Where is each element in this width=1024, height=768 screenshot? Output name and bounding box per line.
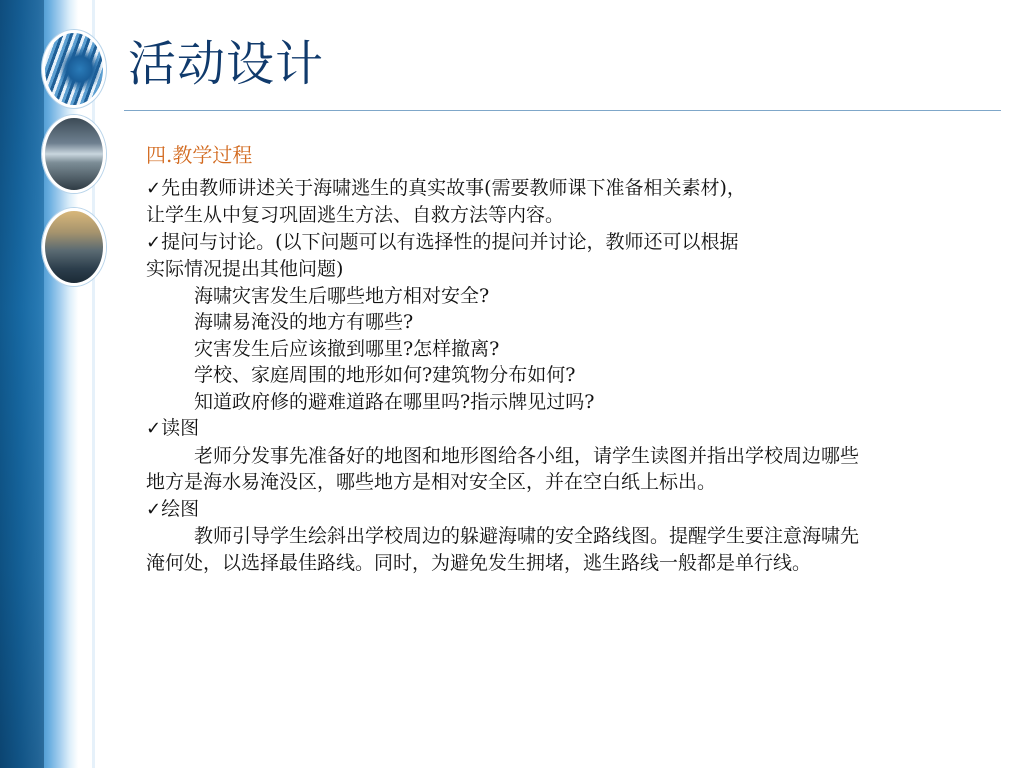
bullet-text: 提问与讨论。(以下问题可以有选择性的提问并讨论，教师还可以根据	[161, 230, 739, 253]
check-icon: ✓	[146, 418, 162, 439]
bullet-line	[146, 415, 866, 443]
bullet-text: 先由教师讲述关于海啸逃生的真实故事(需要教师课下准备相关素材)，	[161, 176, 746, 199]
side-decoration-bar	[0, 0, 112, 768]
bullet-item-read-map	[146, 415, 866, 496]
bullet-item-discussion	[146, 229, 866, 416]
bullet-line: 实际情况提出其他问题)	[146, 258, 344, 280]
bullet-line	[146, 175, 866, 203]
slide-title: 活动设计	[128, 36, 325, 92]
bullet-line	[146, 496, 866, 524]
bullet-label: 读图	[161, 417, 200, 439]
check-icon: ✓	[146, 498, 162, 520]
bullet-paragraph: 教师引导学生绘斜出学校周边的躲避海啸的安全路线图。提醒学生要注意海啸先淹何处，以选择最佳路线。同时，为避免发生拥堵，逃生路线一般都是单行线。	[146, 525, 860, 574]
bullet-line: 让学生从中复习巩固逃生方法、自救方法等内容。	[146, 204, 565, 226]
question-item: 学校、家庭周围的地形如何?建筑物分布如何?	[194, 364, 576, 386]
storm-city-photo	[42, 115, 106, 193]
question-item: 知道政府修的避难道路在哪里吗?指示牌见过吗?	[194, 390, 595, 413]
section-title: 四.教学过程	[146, 143, 253, 167]
bullet-item-draw-map	[146, 496, 866, 577]
title-divider	[124, 110, 1001, 111]
slide-content	[146, 142, 866, 576]
bullet-label: 绘图	[161, 497, 200, 520]
bullet-line	[146, 229, 866, 257]
tsunami-wave-photo	[42, 30, 106, 108]
check-icon: ✓	[146, 231, 162, 253]
question-item: 海啸灾害发生后哪些地方相对安全?	[194, 284, 490, 307]
check-icon: ✓	[146, 177, 162, 199]
bullet-item-story	[146, 175, 866, 229]
bullet-paragraph: 老师分发事先准备好的地图和地形图给各小组，请学生读图并指出学校周边哪些地方是海水易淹没区，哪些地方是相对安全区，并在空白纸上标出。	[146, 444, 860, 493]
flood-sunset-photo	[42, 208, 106, 286]
question-item: 海啸易淹没的地方有哪些?	[194, 311, 414, 333]
question-item: 灾害发生后应该撤到哪里?怎样撤离?	[194, 337, 500, 360]
